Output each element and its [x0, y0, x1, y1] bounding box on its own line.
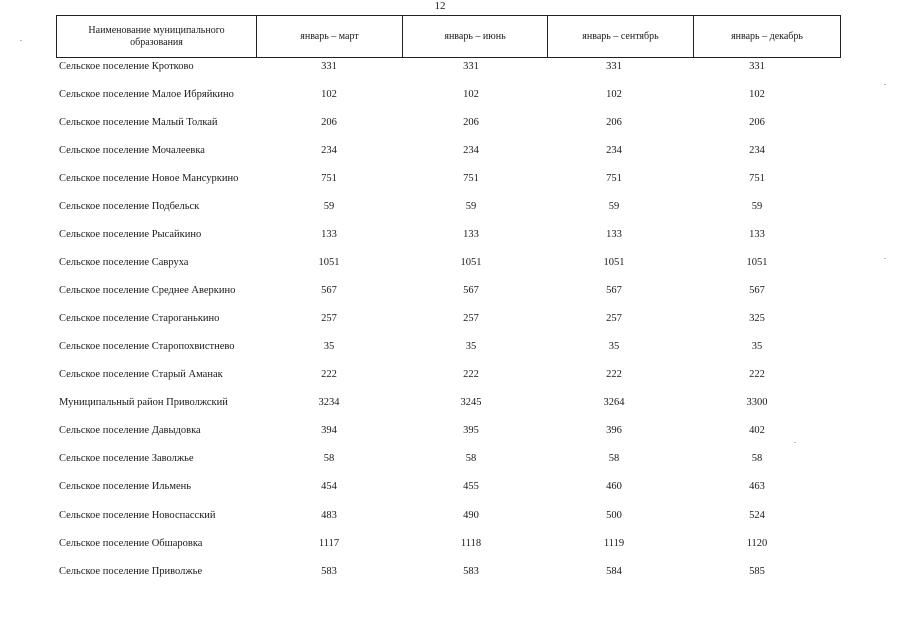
municipality-name: Сельское поселение Среднее Аверкино [59, 285, 236, 296]
table-row [0, 480, 905, 496]
value-year: 206 [749, 117, 765, 128]
municipality-name: Сельское поселение Малое Ибряйкино [59, 89, 234, 100]
value-year: 222 [749, 369, 765, 380]
value-h1: 206 [463, 117, 479, 128]
value-q1: 567 [321, 285, 337, 296]
value-year: 102 [749, 89, 765, 100]
table-row [0, 60, 905, 76]
value-q1: 583 [321, 566, 337, 577]
value-q1: 234 [321, 145, 337, 156]
table-row [0, 256, 905, 272]
municipality-name: Сельское поселение Мочалеевка [59, 145, 205, 156]
table-row [0, 284, 905, 300]
value-9m: 751 [606, 173, 622, 184]
municipality-name: Сельское поселение Подбельск [59, 201, 200, 212]
value-q1: 454 [321, 481, 337, 492]
table-row [0, 509, 905, 525]
table-row [0, 88, 905, 104]
table-row [0, 368, 905, 384]
value-9m: 206 [606, 117, 622, 128]
municipality-name: Сельское поселение Старый Аманак [59, 369, 223, 380]
municipality-name: Сельское поселение Давыдовка [59, 425, 201, 436]
table-row [0, 116, 905, 132]
value-h1: 59 [465, 201, 477, 212]
value-h1: 583 [463, 566, 479, 577]
value-q1: 133 [321, 229, 337, 240]
value-h1: 35 [465, 341, 477, 352]
table-row [0, 424, 905, 440]
value-year: 751 [749, 173, 765, 184]
value-9m: 396 [606, 425, 622, 436]
value-year: 35 [751, 341, 763, 352]
value-year: 524 [749, 510, 765, 521]
header-period-q1: январь – март [257, 16, 403, 58]
value-9m: 567 [606, 285, 622, 296]
value-q1: 35 [323, 341, 335, 352]
value-q1: 222 [321, 369, 337, 380]
value-year: 1051 [746, 257, 768, 268]
value-h1: 331 [463, 61, 479, 72]
value-year: 133 [749, 229, 765, 240]
scan-speck [20, 40, 22, 41]
value-h1: 1118 [460, 538, 482, 549]
value-h1: 1051 [460, 257, 482, 268]
header-period-9m: январь – сентябрь [548, 16, 694, 58]
value-h1: 222 [463, 369, 479, 380]
value-year: 402 [749, 425, 765, 436]
scan-speck [794, 442, 796, 443]
value-h1: 58 [465, 453, 477, 464]
value-year: 3300 [746, 397, 768, 408]
value-year: 325 [749, 313, 765, 324]
header-municipality-name: Наименование муниципального образования [57, 16, 257, 58]
value-q1: 102 [321, 89, 337, 100]
municipality-name: Сельское поселение Заволжье [59, 453, 194, 464]
value-9m: 222 [606, 369, 622, 380]
value-h1: 234 [463, 145, 479, 156]
value-q1: 3234 [318, 397, 340, 408]
value-q1: 1051 [318, 257, 340, 268]
value-q1: 394 [321, 425, 337, 436]
value-year: 1120 [746, 538, 768, 549]
value-q1: 257 [321, 313, 337, 324]
municipality-name: Сельское поселение Приволжье [59, 566, 203, 577]
value-q1: 58 [323, 453, 335, 464]
municipality-name: Сельское поселение Рысайкино [59, 229, 202, 240]
header-period-year: январь – декабрь [694, 16, 841, 58]
value-9m: 133 [606, 229, 622, 240]
value-9m: 3264 [603, 397, 625, 408]
table-row [0, 144, 905, 160]
table-row [0, 565, 905, 581]
municipality-name: Сельское поселение Савруха [59, 257, 189, 268]
value-9m: 1119 [603, 538, 625, 549]
value-year: 58 [751, 453, 763, 464]
value-q1: 483 [321, 510, 337, 521]
value-q1: 331 [321, 61, 337, 72]
value-9m: 58 [608, 453, 620, 464]
value-q1: 59 [323, 201, 335, 212]
municipality-name: Сельское поселение Новоспасский [59, 510, 216, 521]
table-row [0, 396, 905, 412]
value-year: 59 [751, 201, 763, 212]
header-period-h1: январь – июнь [403, 16, 548, 58]
municipality-name: Сельское поселение Староганькино [59, 313, 220, 324]
table-row [0, 228, 905, 244]
table-row [0, 340, 905, 356]
table-row [0, 452, 905, 468]
value-h1: 490 [463, 510, 479, 521]
table-row [0, 172, 905, 188]
municipality-name: Сельское поселение Обшаровка [59, 538, 203, 549]
page-number: 12 [434, 0, 446, 12]
table-row [0, 537, 905, 553]
value-q1: 206 [321, 117, 337, 128]
value-9m: 59 [608, 201, 620, 212]
municipality-name: Сельское поселение Кротково [59, 61, 194, 72]
municipality-name: Сельское поселение Малый Толкай [59, 117, 218, 128]
value-9m: 102 [606, 89, 622, 100]
value-year: 567 [749, 285, 765, 296]
value-h1: 395 [463, 425, 479, 436]
value-year: 331 [749, 61, 765, 72]
value-h1: 455 [463, 481, 479, 492]
value-h1: 751 [463, 173, 479, 184]
municipality-name: Сельское поселение Новое Мансуркино [59, 173, 239, 184]
value-h1: 257 [463, 313, 479, 324]
value-9m: 1051 [603, 257, 625, 268]
value-9m: 584 [606, 566, 622, 577]
value-9m: 257 [606, 313, 622, 324]
value-year: 463 [749, 481, 765, 492]
value-year: 234 [749, 145, 765, 156]
municipality-name: Муниципальный район Приволжский [59, 397, 228, 408]
value-year: 585 [749, 566, 765, 577]
value-h1: 567 [463, 285, 479, 296]
value-9m: 35 [608, 341, 620, 352]
value-9m: 234 [606, 145, 622, 156]
value-q1: 751 [321, 173, 337, 184]
value-9m: 460 [606, 481, 622, 492]
scan-speck [884, 258, 886, 259]
value-h1: 3245 [460, 397, 482, 408]
scan-speck [884, 84, 886, 85]
table-row [0, 312, 905, 328]
municipality-name: Сельское поселение Ильмень [59, 481, 192, 492]
value-h1: 102 [463, 89, 479, 100]
value-9m: 331 [606, 61, 622, 72]
value-9m: 500 [606, 510, 622, 521]
value-h1: 133 [463, 229, 479, 240]
municipality-name: Сельское поселение Старопохвистнево [59, 341, 235, 352]
value-q1: 1117 [318, 538, 340, 549]
table-row [0, 200, 905, 216]
